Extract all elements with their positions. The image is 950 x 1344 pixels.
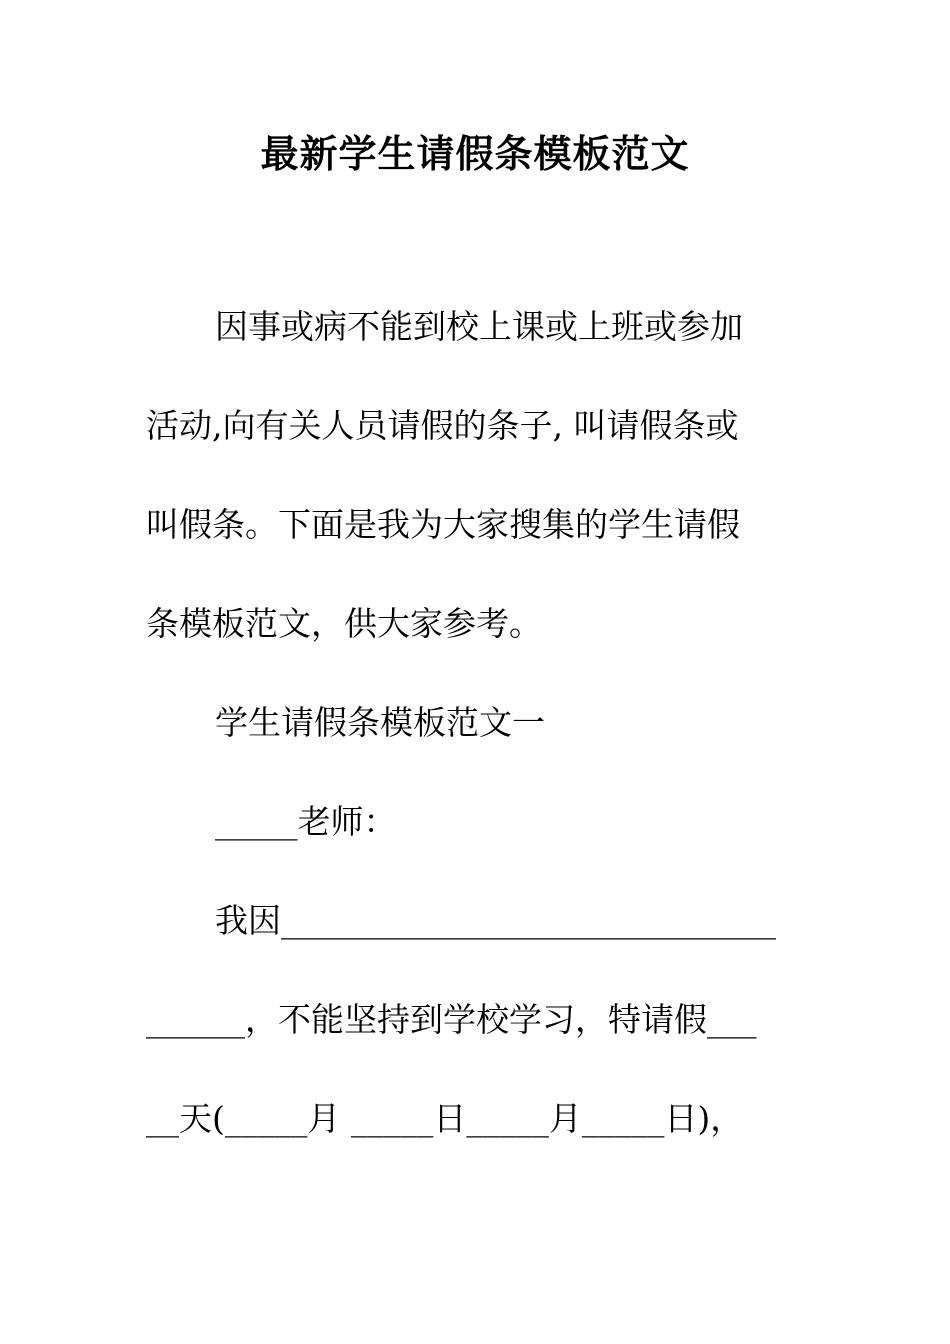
salutation-line: _____老师： xyxy=(215,802,397,841)
paragraph-line: ______，不能坚持到学校学习，特请假___ xyxy=(146,1000,757,1039)
paragraph-line: 叫假条。下面是我为大家搜集的学生请假 xyxy=(146,505,740,544)
document-title: 最新学生请假条模板范文 xyxy=(260,131,690,176)
paragraph-line: __天(_____月 _____日_____月_____日)， xyxy=(146,1099,744,1138)
paragraph-line: 因事或病不能到校上课或上班或参加 xyxy=(215,307,743,346)
section-heading: 学生请假条模板范文一 xyxy=(215,703,545,742)
paragraph-line: 活动,向有关人员请假的条子, 叫请假条或 xyxy=(146,406,739,445)
paragraph-line: 条模板范文，供大家参考。 xyxy=(146,604,542,643)
paragraph-line: 我因______________________________ xyxy=(215,901,776,940)
